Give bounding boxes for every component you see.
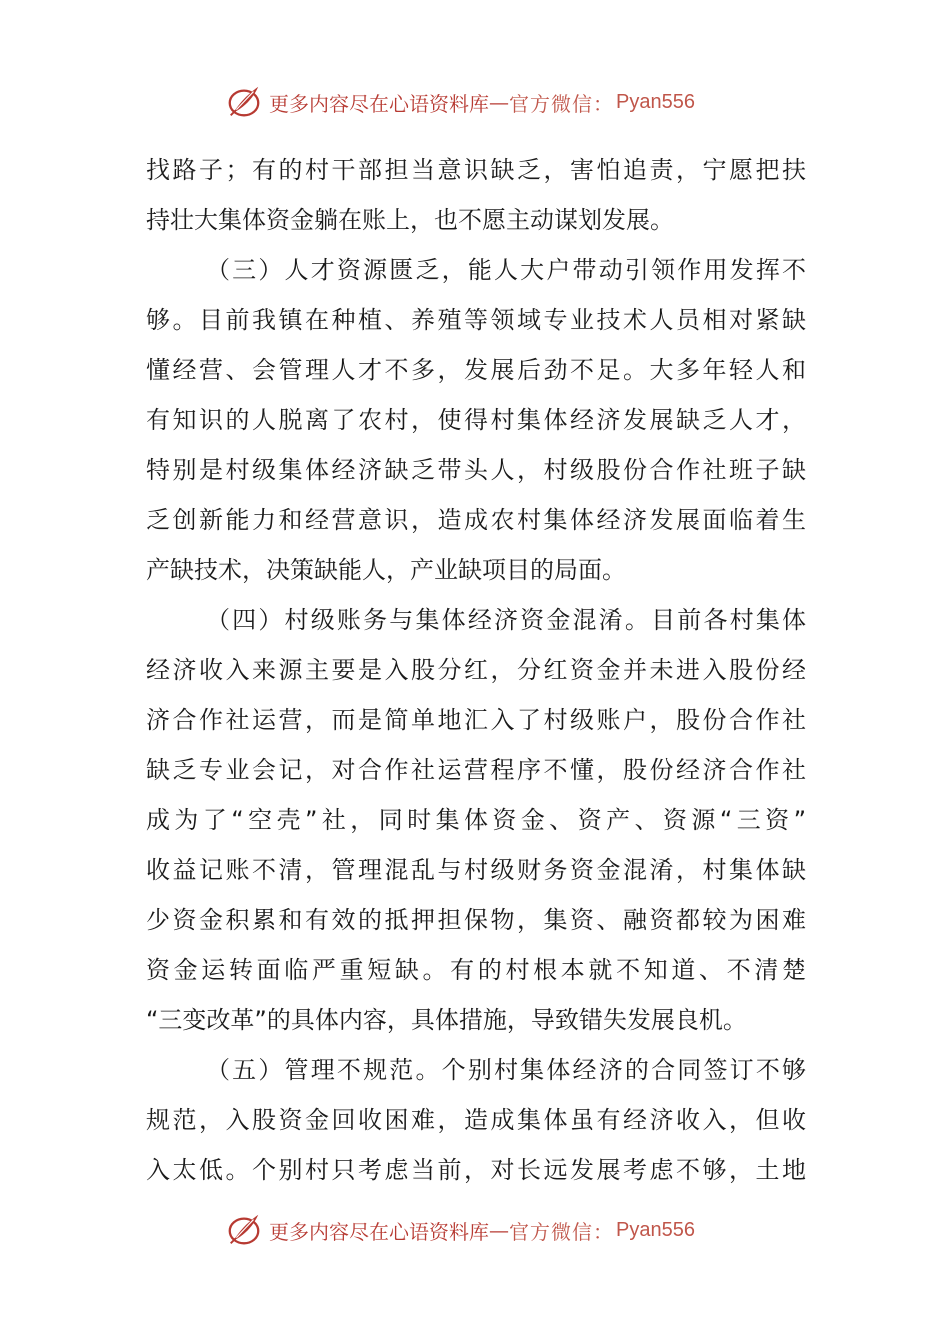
text-line: （三）人才资源匮乏，能人大户带动引领作用发挥不 [206,256,806,284]
text-line: 经济收入来源主要是入股分红，分红资金并未进入股份经 [146,656,806,684]
watermark-main-text: 更多内容尽在心语资料库 [269,91,489,116]
text-line: “三变改革”的具体内容，具体措施，导致错失发展良机。 [146,1006,747,1034]
text-line: 少资金积累和有效的抵押担保物，集资、融资都较为困难 [146,906,806,934]
feather-pen-logo-icon [225,83,263,121]
watermark-footer [225,1210,745,1250]
text-line: 缺乏专业会记，对合作社运营程序不懂，股份经济合作社 [146,756,806,784]
watermark-header [225,82,745,122]
watermark-main-text: 更多内容尽在心语资料库 [269,1219,489,1244]
text-line: 产缺技术，决策缺能人，产业缺项目的局面。 [146,556,626,584]
text-line: 入太低。个别村只考虑当前，对长远发展考虑不够，土地 [146,1156,806,1184]
feather-pen-logo-icon [225,1211,263,1249]
text-line: 收益记账不清，管理混乱与村级财务资金混淆，村集体缺 [146,856,806,884]
text-line: 成为了“空壳”社，同时集体资金、资产、资源“三资” [146,806,806,834]
text-line: 持壮大集体资金躺在账上，也不愿主动谋划发展。 [146,206,674,234]
watermark-wechat-id: Pyan556 [616,90,695,113]
text-line: 资金运转面临严重短缺。有的村根本就不知道、不清楚 [146,956,806,984]
text-line: 懂经营、会管理人才不多，发展后劲不足。大多年轻人和 [146,356,806,384]
text-line: 有知识的人脱离了农村，使得村集体经济发展缺乏人才， [146,406,806,434]
text-line: 特别是村级集体经济缺乏带头人，村级股份合作社班子缺 [146,456,806,484]
watermark-dash: — [489,1218,509,1242]
text-line: 规范，入股资金回收困难，造成集体虽有经济收入，但收 [146,1106,806,1134]
text-line: 济合作社运营，而是简单地汇入了村级账户，股份合作社 [146,706,806,734]
text-line: 乏创新能力和经营意识，造成农村集体经济发展面临着生 [146,506,806,534]
text-line: （四）村级账务与集体经济资金混淆。目前各村集体 [206,606,806,634]
watermark-wechat-id: Pyan556 [616,1218,695,1241]
text-line: 找路子；有的村干部担当意识缺乏，害怕追责，宁愿把扶 [146,156,806,184]
text-line: 够。目前我镇在种植、养殖等领域专业技术人员相对紧缺 [146,306,806,334]
watermark-wechat-label: 官方微信： [509,91,614,116]
text-line: （五）管理不规范。个别村集体经济的合同签订不够 [206,1056,806,1084]
watermark-wechat-label: 官方微信： [509,1219,614,1244]
watermark-dash: — [489,90,509,114]
